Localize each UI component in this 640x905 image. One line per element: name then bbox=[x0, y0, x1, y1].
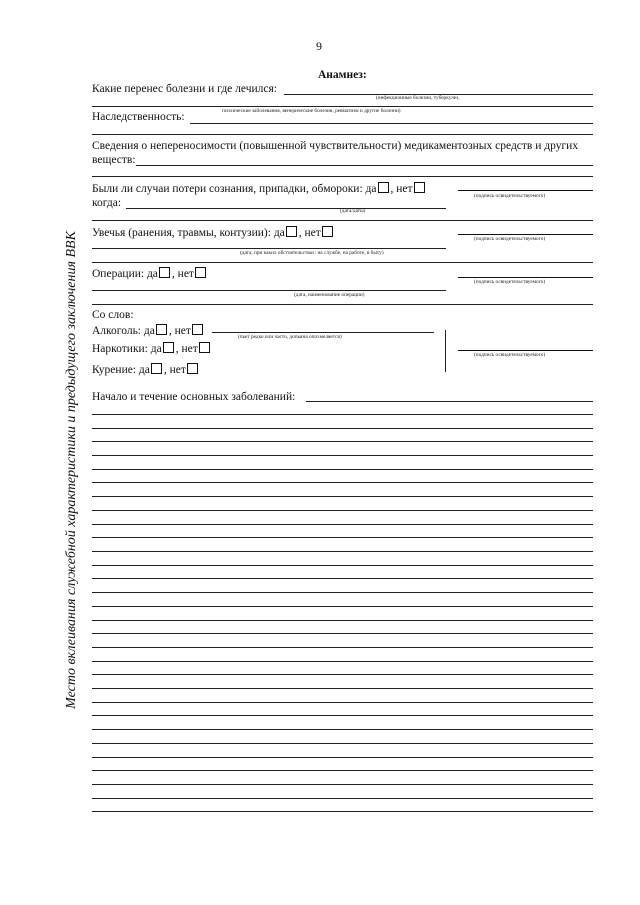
drugs-no-label: нет bbox=[181, 343, 198, 355]
injuries-yes-checkbox[interactable] bbox=[286, 226, 297, 237]
habits-signature-caption: (подпись освидетельствуемого) bbox=[474, 352, 546, 358]
consciousness-when-line[interactable] bbox=[126, 208, 446, 209]
course-writing-line[interactable] bbox=[92, 469, 593, 470]
course-writing-line[interactable] bbox=[92, 715, 593, 716]
smoking-no-label: нет bbox=[169, 364, 186, 376]
course-writing-line[interactable] bbox=[92, 757, 593, 758]
habits-signature-line[interactable] bbox=[458, 350, 593, 351]
operations-no-checkbox[interactable] bbox=[195, 267, 206, 278]
smoking-row: Курение: да , нет bbox=[92, 363, 200, 377]
course-writing-line[interactable] bbox=[92, 496, 593, 497]
habits-divider bbox=[445, 330, 446, 372]
heredity-caption: психические заболевания, венерические болезни, ревматизм и другие болезни) bbox=[222, 108, 401, 114]
course-writing-line[interactable] bbox=[92, 811, 593, 812]
heredity-label: Наследственность: bbox=[92, 111, 185, 123]
smoking-yes-checkbox[interactable] bbox=[151, 363, 162, 374]
course-writing-line[interactable] bbox=[92, 688, 593, 689]
operations-question: Операции: да , нет bbox=[92, 267, 208, 281]
course-writing-line[interactable] bbox=[92, 798, 593, 799]
heredity-line[interactable] bbox=[190, 123, 593, 124]
consciousness-date-caption: (дата/даты) bbox=[340, 208, 366, 214]
course-writing-line[interactable] bbox=[92, 592, 593, 593]
course-writing-line[interactable] bbox=[92, 551, 593, 552]
consciousness-question: Были ли случаи потери сознания, припадки, обмороки: да , нет bbox=[92, 182, 427, 196]
smoking-yes-label: да bbox=[138, 364, 150, 376]
operations-signature-caption: (подпись освидетельствуемого) bbox=[474, 279, 546, 285]
diseases-line-2[interactable] bbox=[92, 106, 593, 107]
injuries-question-text: Увечья (ранения, травмы, контузии): bbox=[92, 227, 271, 239]
consciousness-signature-line[interactable] bbox=[458, 190, 593, 191]
course-writing-line[interactable] bbox=[92, 784, 593, 785]
course-writing-line[interactable] bbox=[92, 606, 593, 607]
page-number: 9 bbox=[316, 39, 322, 53]
course-writing-line[interactable] bbox=[92, 428, 593, 429]
consciousness-question-text: Были ли случаи потери сознания, припадки, обмороки: bbox=[92, 183, 363, 195]
operations-line[interactable] bbox=[92, 290, 446, 291]
course-writing-line[interactable] bbox=[92, 620, 593, 621]
injuries-line-2[interactable] bbox=[92, 262, 593, 263]
operations-yes-checkbox[interactable] bbox=[159, 267, 170, 278]
drugs-yes-label: да bbox=[150, 343, 162, 355]
course-writing-line[interactable] bbox=[92, 414, 593, 415]
alcohol-label: Алкоголь: bbox=[92, 325, 142, 337]
injuries-question: Увечья (ранения, травмы, контузии): да , нет bbox=[92, 226, 335, 240]
side-placement-text: Место вклеивания служебной характеристики и предыдущего заключения ВВК bbox=[64, 231, 79, 709]
alcohol-yes-label: да bbox=[143, 325, 155, 337]
diseases-label: Какие перенес болезни и где лечился: bbox=[92, 83, 277, 95]
smoking-no-checkbox[interactable] bbox=[187, 363, 198, 374]
injuries-signature-caption: (подпись освидетельствуемого) bbox=[474, 236, 546, 242]
alcohol-yes-checkbox[interactable] bbox=[156, 324, 167, 335]
course-writing-line[interactable] bbox=[92, 578, 593, 579]
course-writing-line[interactable] bbox=[92, 537, 593, 538]
drugs-yes-checkbox[interactable] bbox=[163, 342, 174, 353]
course-writing-line[interactable] bbox=[92, 647, 593, 648]
consciousness-when-label: когда: bbox=[92, 197, 122, 209]
consciousness-signature-caption: (подпись освидетельствуемого) bbox=[474, 193, 546, 199]
alcohol-no-label: нет bbox=[174, 325, 191, 337]
alcohol-caption: (пьет редко или часто, допьяна опохмеляется) bbox=[238, 334, 342, 340]
anamnesis-heading: Анамнез: bbox=[318, 69, 367, 81]
course-writing-line[interactable] bbox=[92, 441, 593, 442]
course-line[interactable] bbox=[306, 401, 593, 402]
consciousness-yes-checkbox[interactable] bbox=[378, 182, 389, 193]
course-writing-line[interactable] bbox=[92, 702, 593, 703]
operations-no-label: нет bbox=[177, 268, 194, 280]
course-writing-line[interactable] bbox=[92, 674, 593, 675]
habits-intro: Со слов: bbox=[92, 309, 134, 321]
consciousness-yes-label: да bbox=[365, 183, 377, 195]
course-writing-line[interactable] bbox=[92, 455, 593, 456]
intolerance-text: Сведения о непереносимости (повышенной чувствительности) медикаментозных средств и других bbox=[92, 140, 579, 152]
operations-question-text: Операции: bbox=[92, 268, 145, 280]
course-label: Начало и течение основных заболеваний: bbox=[92, 391, 296, 403]
course-writing-line[interactable] bbox=[92, 510, 593, 511]
heredity-line-2[interactable] bbox=[92, 134, 593, 135]
operations-signature-line[interactable] bbox=[458, 277, 593, 278]
injuries-line[interactable] bbox=[92, 248, 446, 249]
course-writing-line[interactable] bbox=[92, 743, 593, 744]
injuries-no-label: нет bbox=[304, 227, 321, 239]
course-writing-line[interactable] bbox=[92, 661, 593, 662]
intolerance-substances-label: веществ: bbox=[92, 154, 136, 166]
course-writing-line[interactable] bbox=[92, 729, 593, 730]
injuries-yes-label: да bbox=[273, 227, 285, 239]
injuries-caption: (дата, при каких обстоятельствах: на службе, на работе, в быту) bbox=[240, 250, 384, 256]
course-writing-line[interactable] bbox=[92, 482, 593, 483]
alcohol-no-checkbox[interactable] bbox=[192, 324, 203, 335]
diseases-caption: (инфекционные болезни, туберкулез, bbox=[376, 95, 460, 101]
drugs-no-checkbox[interactable] bbox=[199, 342, 210, 353]
injuries-no-checkbox[interactable] bbox=[322, 226, 333, 237]
consciousness-no-checkbox[interactable] bbox=[414, 182, 425, 193]
alcohol-line[interactable] bbox=[212, 332, 434, 333]
course-writing-line[interactable] bbox=[92, 770, 593, 771]
consciousness-no-label: нет bbox=[396, 183, 413, 195]
alcohol-row: Алкоголь: да , нет bbox=[92, 324, 205, 338]
intolerance-line-2[interactable] bbox=[92, 176, 593, 177]
consciousness-line-2[interactable] bbox=[92, 220, 593, 221]
intolerance-line[interactable] bbox=[136, 165, 593, 166]
injuries-signature-line[interactable] bbox=[458, 234, 593, 235]
operations-line-2[interactable] bbox=[92, 304, 593, 305]
smoking-label: Курение: bbox=[92, 364, 137, 376]
drugs-row: Наркотики: да , нет bbox=[92, 342, 212, 356]
course-writing-line[interactable] bbox=[92, 565, 593, 566]
operations-caption: (дата, наименование операции) bbox=[294, 292, 365, 298]
operations-yes-label: да bbox=[146, 268, 158, 280]
course-writing-line[interactable] bbox=[92, 633, 593, 634]
course-writing-line[interactable] bbox=[92, 524, 593, 525]
drugs-label: Наркотики: bbox=[92, 343, 148, 355]
